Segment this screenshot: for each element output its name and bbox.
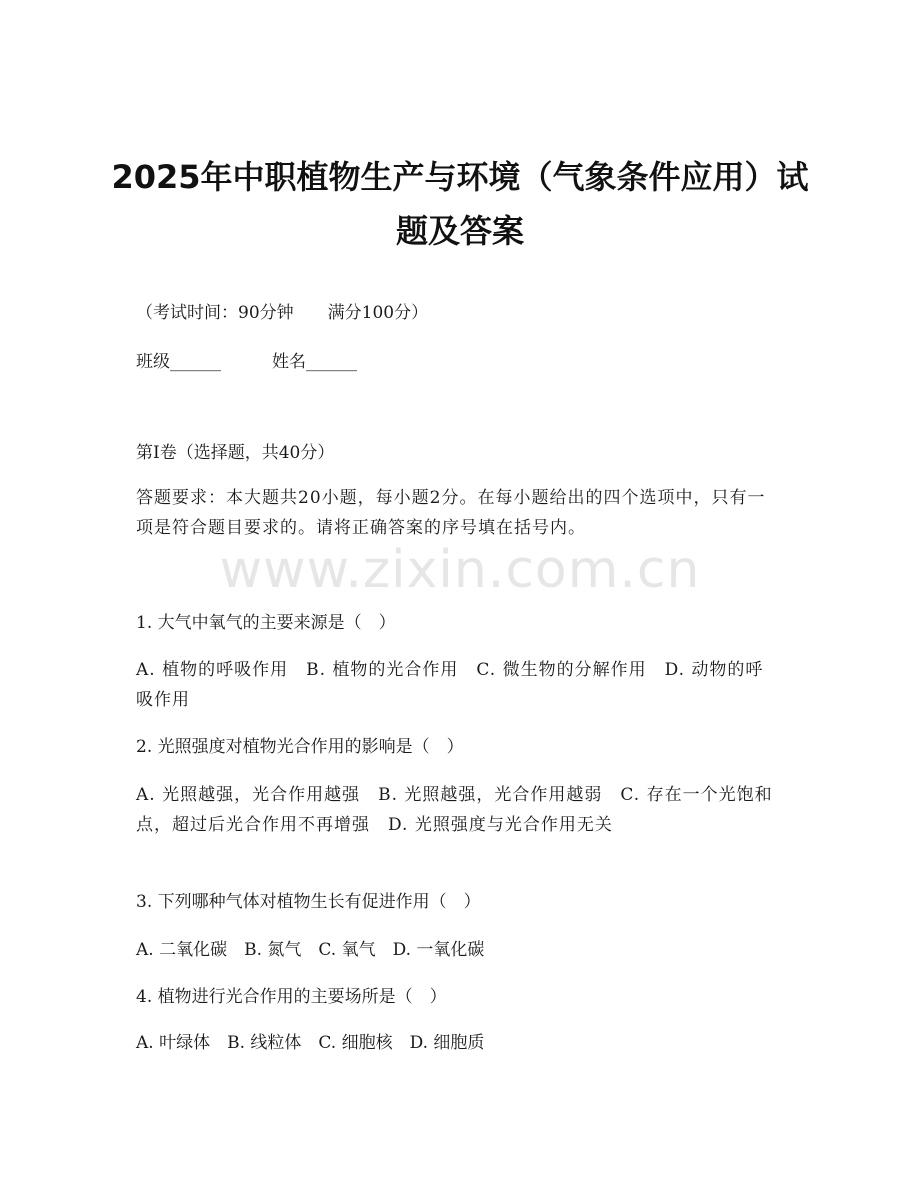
question-stem: 1. 大气中氧气的主要来源是（ ） bbox=[136, 613, 396, 633]
question-stem: 2. 光照强度对植物光合作用的影响是（ ） bbox=[136, 737, 464, 757]
exam-info: （考试时间：90分钟 满分100分） bbox=[136, 303, 429, 323]
question-options: A. 叶绿体 B. 线粒体 C. 细胞核 D. 细胞质 bbox=[136, 1033, 485, 1053]
question-stem: 4. 植物进行光合作用的主要场所是（ ） bbox=[136, 987, 447, 1007]
question-options: A. 植物的呼吸作用 B. 植物的光合作用 C. 微生物的分解作用 D. 动物的呼吸作用 bbox=[136, 660, 764, 710]
question-options: A. 二氧化碳 B. 氮气 C. 氧气 D. 一氧化碳 bbox=[136, 940, 485, 960]
section-heading: 第Ⅰ卷（选择题，共40分） bbox=[136, 443, 335, 463]
watermark: www.zixin.com.cn bbox=[219, 540, 701, 600]
question-stem: 3. 下列哪种气体对植物生长有促进作用（ ） bbox=[136, 892, 481, 912]
document-title: 2025年中职植物生产与环境（气象条件应用）试题及答案 bbox=[111, 158, 809, 250]
instructions: 答题要求：本大题共20小题，每小题2分。在每小题给出的四个选项中，只有一项是符合题目要求的。请将正确答案的序号填在括号内。 bbox=[136, 488, 766, 538]
question-options: A. 光照越强，光合作用越强 B. 光照越强，光合作用越弱 C. 存在一个光饱和点，超过后光合作用不再增强 D. 光照强度与光合作用无关 bbox=[136, 785, 773, 835]
class-name-fields: 班级______ 姓名______ bbox=[136, 352, 357, 372]
